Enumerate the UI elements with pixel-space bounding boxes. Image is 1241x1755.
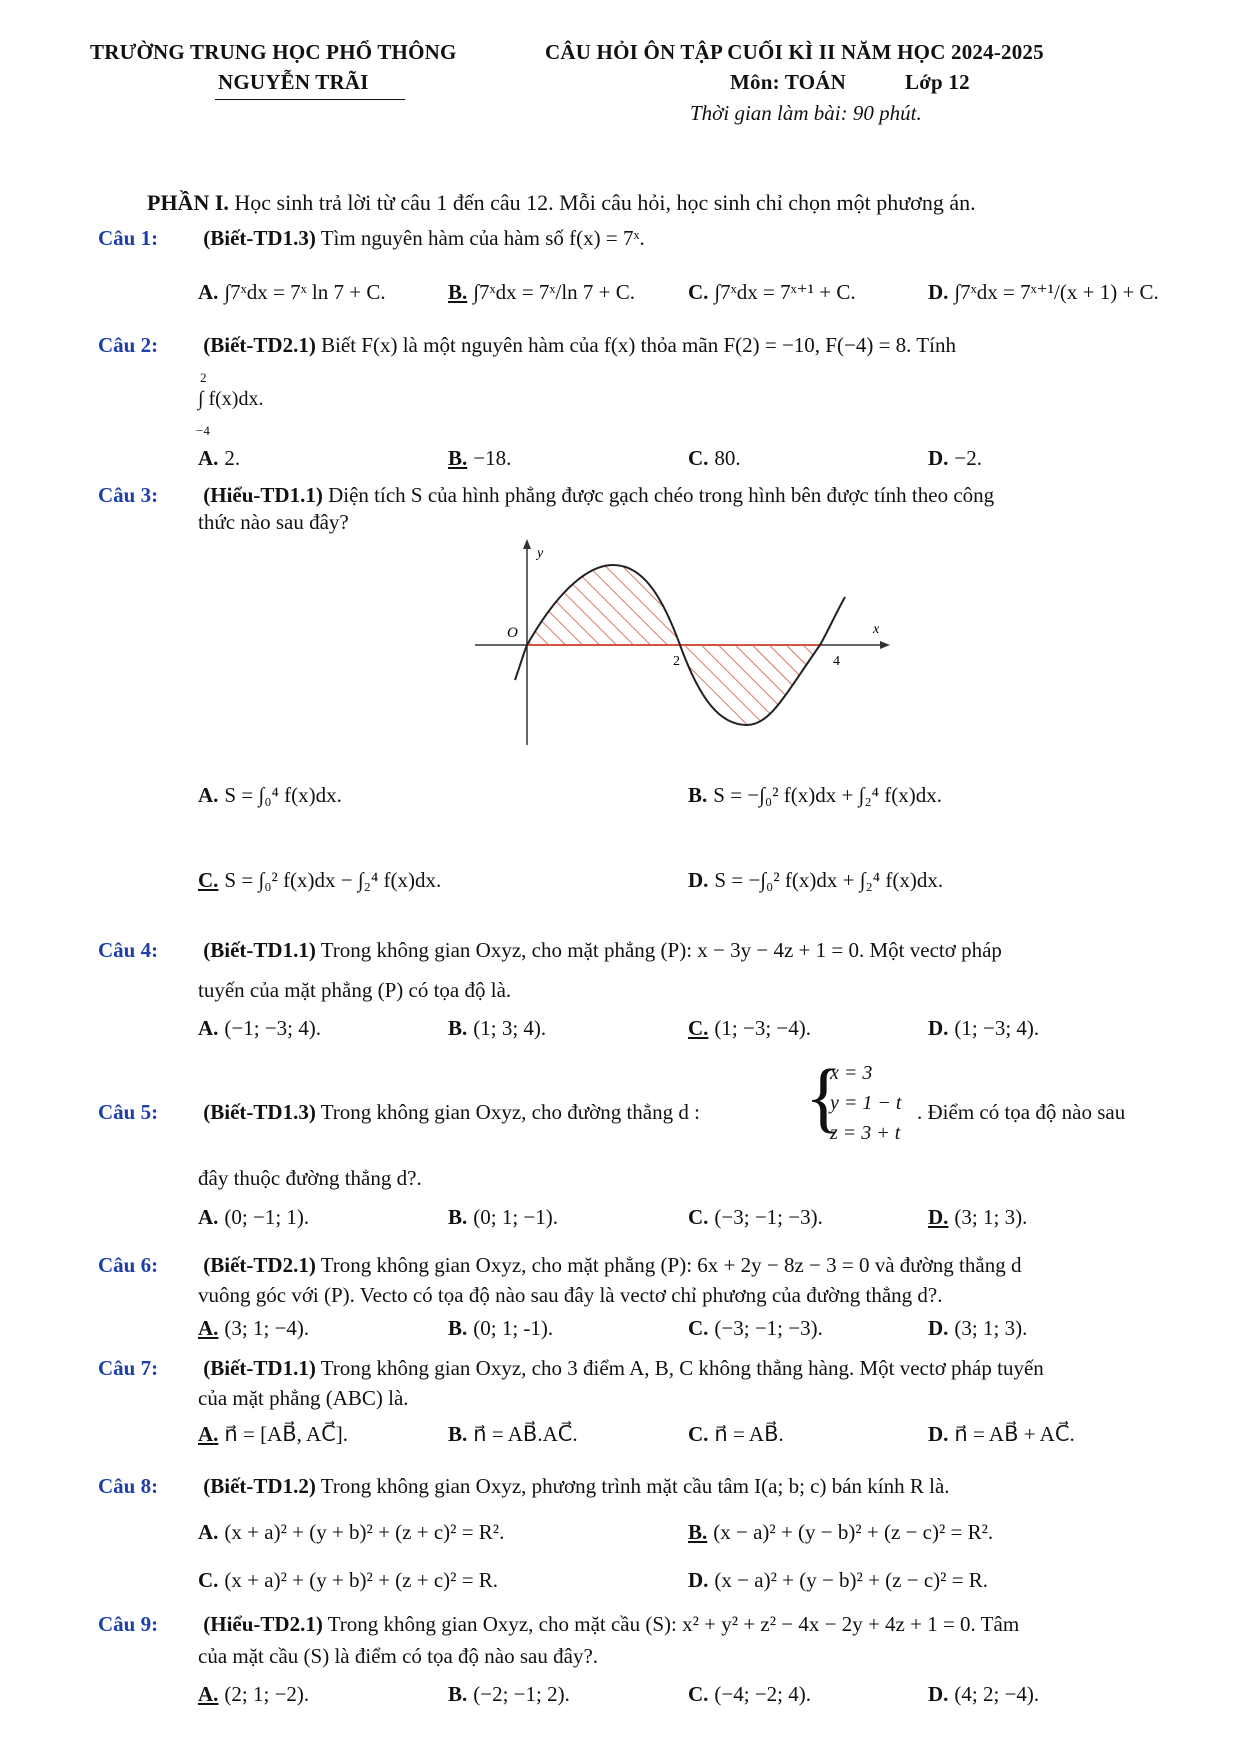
question-9-text-line1: Trong không gian Oxyz, cho mặt cầu (S): x² + y² + z² − 4x − 2y + 4z + 1 = 0. Tâm	[327, 1612, 1020, 1636]
q7-option-b-text: n⃗ = AB⃗.AC⃗.	[473, 1422, 578, 1446]
q6-option-a[interactable]: A. (3; 1; −4).	[198, 1316, 310, 1340]
q3-option-c[interactable]: C. S = ∫₀² f(x)dx − ∫₂⁴ f(x)dx.	[198, 868, 442, 892]
origin-label: O	[507, 625, 518, 641]
q1-option-b-text: ∫7ˣdx = 7ˣ/ln 7 + C.	[473, 280, 636, 304]
question-8-tag: (Biết-TD1.2)	[203, 1474, 316, 1498]
q3-option-d[interactable]: D. S = −∫₀² f(x)dx + ∫₂⁴ f(x)dx.	[688, 868, 944, 892]
q9-option-d-text: (4; 2; −4).	[954, 1682, 1040, 1706]
line-equation-system	[830, 1058, 901, 1148]
q9-option-a[interactable]: A. (2; 1; −2).	[198, 1682, 310, 1706]
q2-option-a[interactable]: A. 2.	[198, 446, 241, 470]
question-1-tag: (Biết-TD1.3)	[203, 226, 316, 250]
question-1	[98, 226, 645, 251]
q8-option-a[interactable]: A. (x + a)² + (y + b)² + (z + c)² = R².	[198, 1520, 505, 1544]
question-3-label: Câu 3:	[98, 483, 159, 507]
question-1-label: Câu 1:	[98, 226, 159, 250]
q6-option-d-text: (3; 1; 3).	[954, 1316, 1028, 1340]
part1-heading	[147, 190, 976, 216]
question-6-text-line1: Trong không gian Oxyz, cho mặt phẳng (P): 6x + 2y − 8z − 3 = 0 và đường thẳng d	[320, 1253, 1022, 1277]
question-8-label: Câu 8:	[98, 1474, 159, 1498]
q5-option-c[interactable]: C. (−3; −1; −3).	[688, 1205, 823, 1229]
q6-option-b[interactable]: B. (0; 1; -1).	[448, 1316, 554, 1340]
shaded-region-2-4	[680, 645, 820, 725]
q4-option-a-text: (−1; −3; 4).	[224, 1016, 322, 1040]
q6-option-c[interactable]: C. (−3; −1; −3).	[688, 1316, 823, 1340]
question-3-tag: (Hiểu-TD1.1)	[203, 483, 323, 507]
q7-option-a[interactable]: A. n⃗ = [AB⃗, AC⃗].	[198, 1422, 349, 1446]
q1-option-a-text: ∫7ˣdx = 7ˣ ln 7 + C.	[224, 280, 386, 304]
q1-option-b[interactable]: B. ∫7ˣdx = 7ˣ/ln 7 + C.	[448, 280, 636, 304]
q2-option-a-text: 2.	[224, 446, 241, 470]
q6-option-c-text: (−3; −1; −3).	[714, 1316, 823, 1340]
question-9-text-line2: của mặt cầu (S) là điểm có tọa độ nào sau đây?.	[198, 1644, 599, 1668]
q8-option-c-text: (x + a)² + (y + b)² + (z + c)² = R.	[224, 1568, 499, 1592]
q7-option-d[interactable]: D. n⃗ = AB⃗ + AC⃗.	[928, 1422, 1075, 1446]
question-5	[98, 1100, 700, 1125]
exam-title: CÂU HỎI ÔN TẬP CUỐI KÌ II NĂM HỌC 2024-2025	[545, 40, 1044, 64]
q3-option-b[interactable]: B. S = −∫₀² f(x)dx + ∫₂⁴ f(x)dx.	[688, 783, 942, 807]
school-name-line1: TRƯỜNG TRUNG HỌC PHỔ THÔNG	[90, 40, 457, 64]
q4-option-c-text: (1; −3; −4).	[714, 1016, 812, 1040]
q5-option-d[interactable]: D. (3; 1; 3).	[928, 1205, 1028, 1229]
line-eq-z: z = 3 + t	[830, 1122, 901, 1144]
question-5-tag: (Biết-TD1.3)	[203, 1100, 316, 1124]
q7-option-c-text: n⃗ = AB⃗.	[714, 1422, 784, 1446]
q3-option-d-text: S = −∫₀² f(x)dx + ∫₂⁴ f(x)dx.	[714, 868, 944, 892]
question-7-text-line1: Trong không gian Oxyz, cho 3 điểm A, B, C không thẳng hàng. Một vectơ pháp tuyến	[320, 1356, 1044, 1380]
q1-option-a[interactable]: A. ∫7ˣdx = 7ˣ ln 7 + C.	[198, 280, 386, 304]
question-2-label: Câu 2:	[98, 333, 159, 357]
question-8-text: Trong không gian Oxyz, phương trình mặt cầu tâm I(a; b; c) bán kính R là.	[320, 1474, 950, 1498]
q9-option-c[interactable]: C. (−4; −2; 4).	[688, 1682, 812, 1706]
q8-option-c[interactable]: C. (x + a)² + (y + b)² + (z + c)² = R.	[198, 1568, 499, 1592]
tick-label-2: 2	[673, 654, 680, 669]
q4-option-c[interactable]: C. (1; −3; −4).	[688, 1016, 812, 1040]
q2-option-d[interactable]: D. −2.	[928, 446, 983, 470]
part1-instruction: Học sinh trả lời từ câu 1 đến câu 12. Mỗi câu hỏi, học sinh chỉ chọn một phương án.	[234, 190, 976, 215]
q5-option-d-text: (3; 1; 3).	[954, 1205, 1028, 1229]
q3-option-c-text: S = ∫₀² f(x)dx − ∫₂⁴ f(x)dx.	[224, 868, 442, 892]
q3-option-a[interactable]: A. S = ∫₀⁴ f(x)dx.	[198, 783, 342, 807]
question-5-text-line2: đây thuộc đường thẳng d?.	[198, 1166, 422, 1190]
q1-option-d-text: ∫7ˣdx = 7ˣ⁺¹/(x + 1) + C.	[954, 280, 1159, 304]
question-2-tag: (Biết-TD2.1)	[203, 333, 316, 357]
q4-option-d-text: (1; −3; 4).	[954, 1016, 1040, 1040]
system-brace: {	[805, 1053, 843, 1140]
q5-option-b-text: (0; 1; −1).	[473, 1205, 559, 1229]
question-6-text-line2: vuông góc với (P). Vecto có tọa độ nào sau đây là vectơ chỉ phương của đường thẳng d?.	[198, 1283, 943, 1307]
q4-option-b-text: (1; 3; 4).	[473, 1016, 547, 1040]
q2-integral: ∫ f(x)dx.	[198, 388, 264, 410]
q8-option-d-text: (x − a)² + (y − b)² + (z − c)² = R.	[714, 1568, 989, 1592]
question-1-text: Tìm nguyên hàm của hàm số f(x) = 7ˣ.	[320, 226, 645, 250]
subject: Môn: TOÁN	[730, 70, 846, 94]
question-4-text-line2: tuyến của mặt phẳng (P) có tọa độ là.	[198, 978, 512, 1002]
question-3-text-line2: thức nào sau đây?	[198, 510, 349, 534]
question-4-text-line1: Trong không gian Oxyz, cho mặt phẳng (P): x − 3y − 4z + 1 = 0. Một vectơ pháp	[320, 938, 1002, 962]
q1-option-c-text: ∫7ˣdx = 7ˣ⁺¹ + C.	[714, 280, 856, 304]
exam-time: Thời gian làm bài: 90 phút.	[690, 101, 922, 125]
q9-option-c-text: (−4; −2; 4).	[714, 1682, 812, 1706]
question-5-text-after: . Điểm có tọa độ nào sau	[917, 1100, 1126, 1124]
q6-option-a-text: (3; 1; −4).	[224, 1316, 310, 1340]
q4-option-d[interactable]: D. (1; −3; 4).	[928, 1016, 1040, 1040]
q7-option-c[interactable]: C. n⃗ = AB⃗.	[688, 1422, 784, 1446]
q5-option-a[interactable]: A. (0; −1; 1).	[198, 1205, 310, 1229]
q9-option-a-text: (2; 1; −2).	[224, 1682, 310, 1706]
q3-option-a-text: S = ∫₀⁴ f(x)dx.	[224, 783, 342, 807]
y-axis-label: y	[537, 546, 544, 561]
grade: Lớp 12	[905, 70, 970, 94]
q5-option-b[interactable]: B. (0; 1; −1).	[448, 1205, 559, 1229]
q7-option-a-text: n⃗ = [AB⃗, AC⃗].	[224, 1422, 349, 1446]
q7-option-d-text: n⃗ = AB⃗ + AC⃗.	[954, 1422, 1075, 1446]
question-7-tag: (Biết-TD1.1)	[203, 1356, 316, 1380]
q2-option-c[interactable]: C. 80.	[688, 446, 741, 470]
x-axis-arrow	[880, 641, 890, 649]
question-4-tag: (Biết-TD1.1)	[203, 938, 316, 962]
question-2	[98, 333, 956, 358]
q3-area-graph	[455, 535, 905, 760]
q7-option-b[interactable]: B. n⃗ = AB⃗.AC⃗.	[448, 1422, 578, 1446]
line-eq-x: x = 3	[830, 1062, 873, 1084]
q2-option-b-text: −18.	[473, 446, 512, 470]
x-axis-label: x	[873, 622, 880, 637]
q5-option-a-text: (0; −1; 1).	[224, 1205, 310, 1229]
question-3-text-line1: Diện tích S của hình phẳng được gạch chéo trong hình bên được tính theo công	[328, 483, 995, 507]
q8-option-d[interactable]: D. (x − a)² + (y − b)² + (z − c)² = R.	[688, 1568, 989, 1592]
question-3	[98, 483, 994, 508]
part1-title: PHẦN I.	[147, 190, 229, 215]
q4-option-b[interactable]: B. (1; 3; 4).	[448, 1016, 547, 1040]
q8-option-b[interactable]: B. (x − a)² + (y − b)² + (z − c)² = R².	[688, 1520, 994, 1544]
q9-option-b[interactable]: B. (−2; −1; 2).	[448, 1682, 570, 1706]
line-eq-y: y = 1 − t	[830, 1092, 902, 1114]
q2-option-c-text: 80.	[714, 446, 741, 470]
header-divider	[215, 99, 405, 100]
q8-option-a-text: (x + a)² + (y + b)² + (z + c)² = R².	[224, 1520, 505, 1544]
q5-option-c-text: (−3; −1; −3).	[714, 1205, 823, 1229]
question-8	[98, 1474, 950, 1499]
question-5-label: Câu 5:	[98, 1100, 159, 1124]
tick-label-4: 4	[833, 654, 840, 669]
question-6	[98, 1253, 1021, 1278]
q2-lower-limit: −4	[196, 423, 210, 438]
question-4-label: Câu 4:	[98, 938, 159, 962]
q2-option-d-text: −2.	[954, 446, 983, 470]
school-name-line2: NGUYỄN TRÃI	[218, 70, 369, 94]
q6-option-b-text: (0; 1; -1).	[473, 1316, 554, 1340]
question-7-text-line2: của mặt phẳng (ABC) là.	[198, 1386, 409, 1410]
question-6-label: Câu 6:	[98, 1253, 159, 1277]
q1-option-d[interactable]: D. ∫7ˣdx = 7ˣ⁺¹/(x + 1) + C.	[928, 280, 1159, 304]
q9-option-b-text: (−2; −1; 2).	[473, 1682, 570, 1706]
shaded-region-0-2	[527, 565, 680, 645]
q2-option-b[interactable]: B. −18.	[448, 446, 512, 470]
q9-option-d[interactable]: D. (4; 2; −4).	[928, 1682, 1040, 1706]
y-axis-arrow	[523, 539, 531, 549]
question-9-label: Câu 9:	[98, 1612, 159, 1636]
q1-option-c[interactable]: C. ∫7ˣdx = 7ˣ⁺¹ + C.	[688, 280, 856, 304]
q8-option-b-text: (x − a)² + (y − b)² + (z − c)² = R².	[713, 1520, 994, 1544]
question-6-tag: (Biết-TD2.1)	[203, 1253, 316, 1277]
question-7	[98, 1356, 1044, 1381]
question-5-text-before: Trong không gian Oxyz, cho đường thẳng d :	[320, 1100, 700, 1124]
q3-option-b-text: S = −∫₀² f(x)dx + ∫₂⁴ f(x)dx.	[713, 783, 942, 807]
question-2-text: Biết F(x) là một nguyên hàm của f(x) thỏa mãn F(2) = −10, F(−4) = 8. Tính	[321, 333, 956, 357]
q4-option-a[interactable]: A. (−1; −3; 4).	[198, 1016, 322, 1040]
question-9	[98, 1612, 1019, 1637]
q2-upper-limit: 2	[200, 370, 207, 385]
question-9-tag: (Hiểu-TD2.1)	[203, 1612, 323, 1636]
question-4	[98, 938, 1002, 963]
q6-option-d[interactable]: D. (3; 1; 3).	[928, 1316, 1028, 1340]
question-7-label: Câu 7:	[98, 1356, 159, 1380]
